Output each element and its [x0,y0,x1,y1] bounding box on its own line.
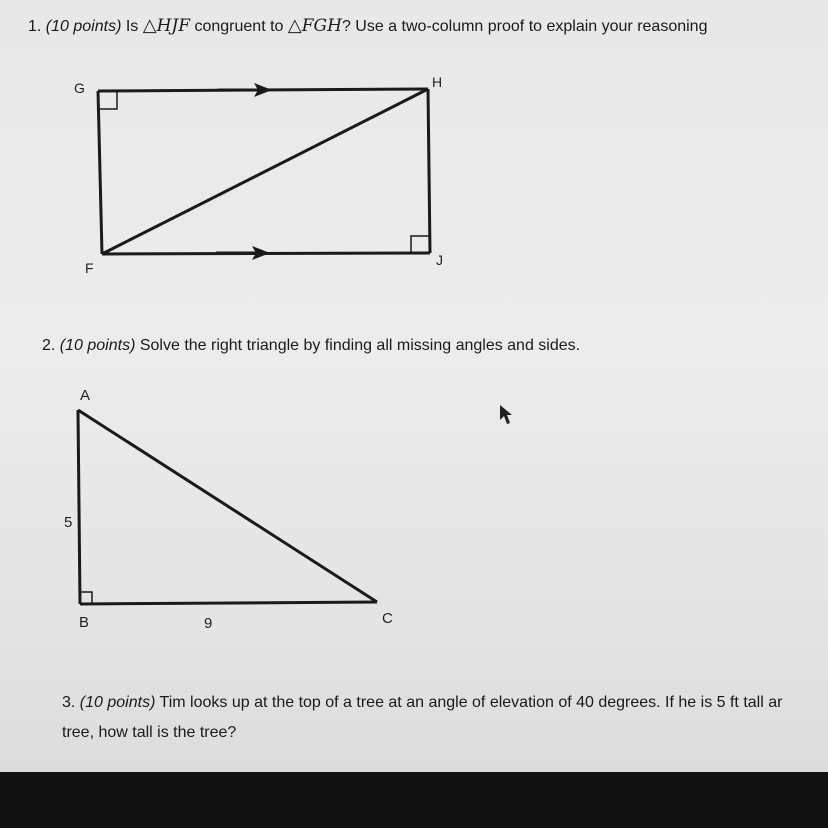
question-2-text: Solve the right triangle by finding all missing angles and sides. [139,337,581,354]
segment-ac [78,410,377,602]
question-2 [42,335,580,357]
question-1-text-pre: Is [125,18,139,35]
question-2-points: (10 points) [59,337,136,354]
mouse-cursor-icon [499,404,513,426]
right-angle-mark-g [99,92,117,109]
side-label-ab: 5 [64,514,73,531]
question-1-points: (10 points) [45,18,122,35]
side-label-bc: 9 [204,615,213,632]
right-angle-mark-j [411,236,429,252]
question-1-text-mid: congruent to [194,18,284,35]
triangle-symbol-icon: △ [287,15,302,35]
question-3 [62,692,782,714]
segment-ab [78,410,80,604]
triangle-fgh: FGH [301,16,342,36]
vertex-label-b: B [79,614,90,631]
vertex-label-g: G [74,80,85,96]
question-3-number: 3. [62,694,76,711]
question-3-text-line-1: Tim looks up at the top of a tree at an angle of elevation of 40 degrees. If he is 5 ft tall ar [159,694,783,711]
question-1-text-post: ? Use a two-column proof to explain your reasoning [341,18,708,35]
right-angle-mark-b [80,592,92,604]
vertex-label-h: H [432,74,443,90]
diagonal-fh [102,89,428,254]
triangle-symbol-icon: △ [142,15,157,35]
screen-bezel [0,772,828,828]
segment-bc [80,602,377,604]
question-3-text-line-2: tree, how tall is the tree? [62,724,237,741]
vertex-label-c: C [382,610,393,627]
figure-2-triangle [78,410,377,604]
question-1-number: 1. [28,18,42,35]
vertex-label-f: F [85,260,94,276]
vertex-label-j: J [436,252,443,268]
triangle-hjf: HJF [156,16,191,36]
segment-fg [98,91,102,254]
question-3-points: (10 points) [79,694,156,711]
vertex-label-a: A [80,387,91,404]
question-2-number: 2. [42,337,56,354]
segment-hj [428,89,430,253]
question-3-line-2 [62,722,236,744]
